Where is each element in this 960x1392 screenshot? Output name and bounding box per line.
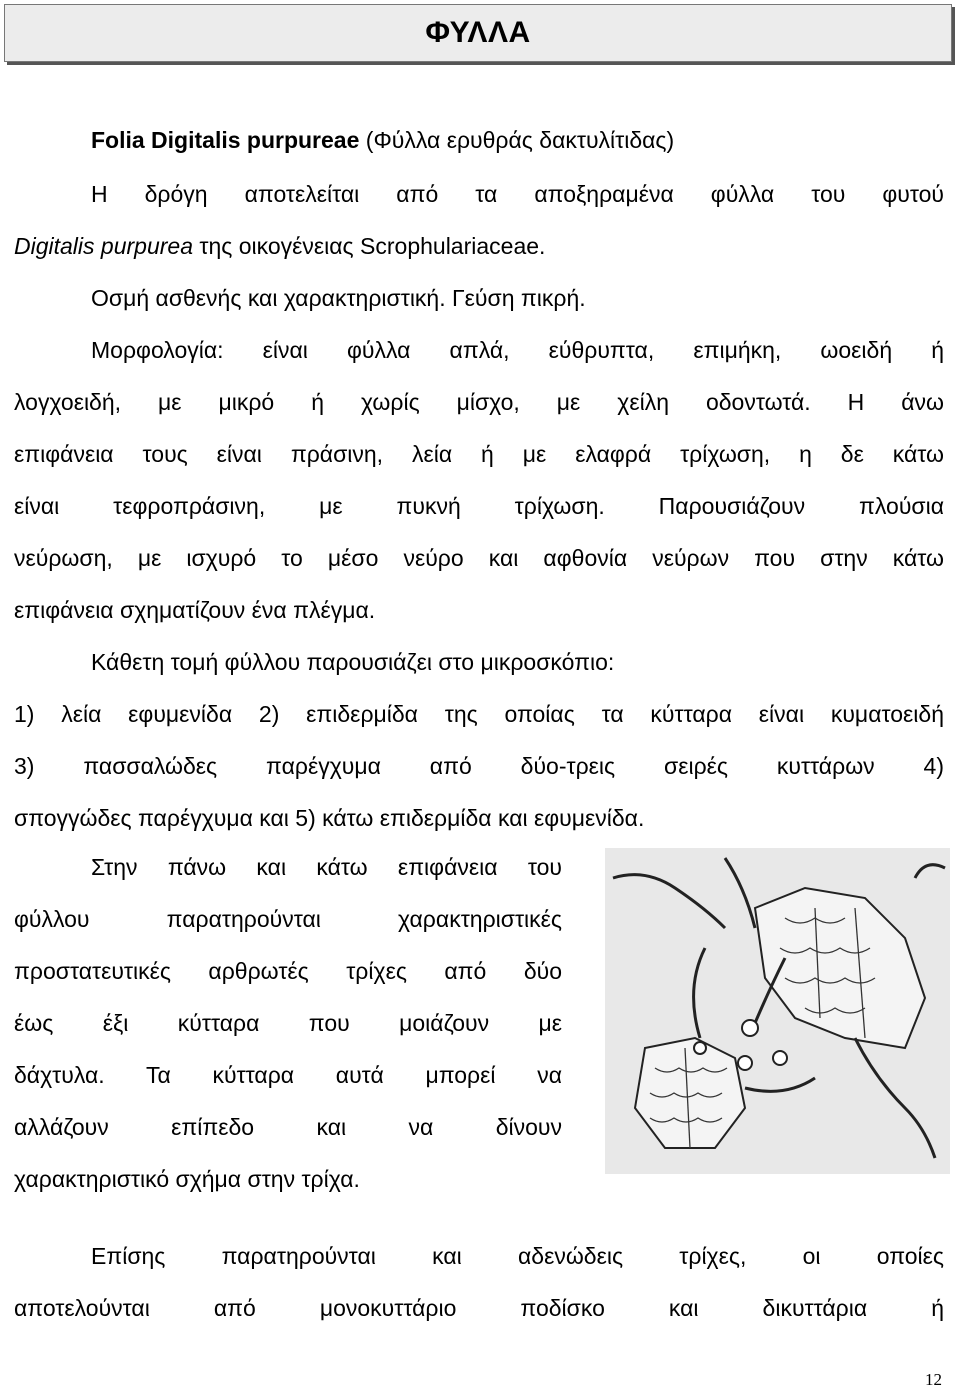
paragraph-line: Οσμή ασθενής και χαρακτηριστική. Γεύση πικρή. xyxy=(91,285,586,311)
drug-name-greek: (Φύλλα ερυθράς δακτυλίτιδας) xyxy=(359,127,675,153)
paragraph-line: λογχοειδή, με μικρό ή χωρίς μίσχο, με χείλη οδοντωτά. Η άνω xyxy=(14,389,944,415)
species-name: Digitalis purpurea xyxy=(14,233,193,259)
paragraph-line: Μορφολογία: είναι φύλλα απλά, εύθρυπτα, επιμήκη, ωοειδή ή xyxy=(91,337,944,363)
paragraph-line: αποτελούνται από μονοκυττάριο ποδίσκο και δικυττάρια ή xyxy=(14,1295,944,1321)
paragraph-line: χαρακτηριστικό σχήμα στην τρίχα. xyxy=(14,1166,360,1192)
paragraph-line: φύλλου παρατηρούνται χαρακτηριστικές xyxy=(14,906,562,932)
paragraph-line xyxy=(14,232,944,260)
paragraph-line: σπογγώδες παρέγχυμα και 5) κάτω επιδερμίδα και εφυμενίδα. xyxy=(14,805,645,831)
paragraph-line: προστατευτικές αρθρωτές τρίχες από δύο xyxy=(14,958,562,984)
paragraph-line: 1) λεία εφυμενίδα 2) επιδερμίδα της οποίας τα κύτταρα είναι κυματοειδή xyxy=(14,701,944,727)
title-banner xyxy=(4,4,952,62)
paragraph-line: έως έξι κύτταρα που μοιάζουν με xyxy=(14,1010,562,1036)
family-text: της οικογένειας Scrophulariaceae. xyxy=(192,233,546,259)
paragraph-line: δάχτυλα. Τα κύτταρα αυτά μπορεί να xyxy=(14,1062,562,1088)
section-heading xyxy=(91,126,944,154)
paragraph-line: είναι τεφροπράσινη, με πυκνή τρίχωση. Παρουσιάζουν πλούσια xyxy=(14,493,944,519)
paragraph-line: επιφάνεια σχηματίζουν ένα πλέγμα. xyxy=(14,597,376,623)
paragraph-line: Επίσης παρατηρούνται και αδενώδεις τρίχες, οι οποίες xyxy=(91,1243,944,1269)
drug-name: Folia Digitalis purpureae xyxy=(91,127,360,153)
page-number: 12 xyxy=(925,1370,942,1389)
paragraph-line: Η δρόγη αποτελείται από τα αποξηραμένα φύλλα του φυτού xyxy=(91,181,944,207)
paragraph-line: Στην πάνω και κάτω επιφάνεια του xyxy=(91,854,562,880)
paragraph-line: αλλάζουν επίπεδο και να δίνουν xyxy=(14,1114,562,1140)
paragraph-line: νεύρωση, με ισχυρό το μέσο νεύρο και αφθονία νεύρων που στην κάτω xyxy=(14,545,944,571)
paragraph-line: 3) πασσαλώδες παρέγχυμα από δύο-τρεις σειρές κυττάρων 4) xyxy=(14,753,944,779)
microscope-figure xyxy=(605,848,950,1174)
paragraph-line: Κάθετη τομή φύλλου παρουσιάζει στο μικροσκόπιο: xyxy=(91,649,615,675)
paragraph-line: επιφάνεια τους είναι πράσινη, λεία ή με ελαφρά τρίχωση, η δε κάτω xyxy=(14,441,944,467)
page-title: ΦΥΛΛΑ xyxy=(425,16,531,49)
